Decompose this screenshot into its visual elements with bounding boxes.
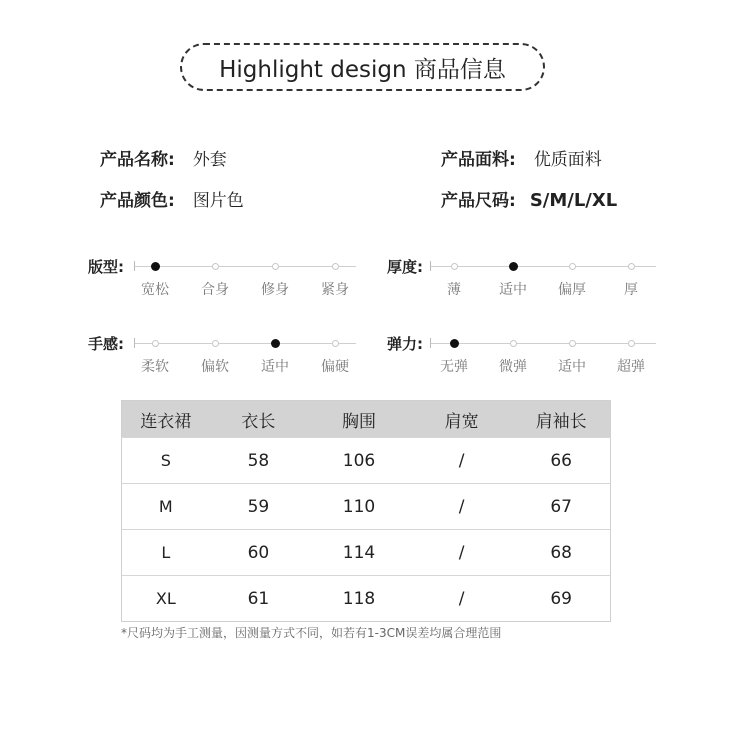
- product-size-value: S/M/L/XL: [529, 190, 618, 211]
- feel-option-label: 柔软: [141, 359, 169, 375]
- size-table-header-row: [122, 401, 611, 438]
- product-size-row: [441, 186, 617, 211]
- fit-scale-dot: [212, 263, 219, 270]
- product-name-value: 外套: [192, 150, 227, 170]
- table-cell: 59: [210, 484, 308, 530]
- fit-scale-dot: [332, 263, 339, 270]
- table-cell: 67: [512, 484, 610, 530]
- size-table-header: 肩袖长: [512, 401, 610, 438]
- fit-option-label: 紧身: [321, 282, 349, 298]
- table-cell: S: [122, 438, 210, 484]
- fit-scale-dot: [272, 263, 279, 270]
- size-table-header: 肩宽: [411, 401, 513, 438]
- thickness-scale-label: 厚度:: [387, 258, 423, 276]
- fit-scale-track: [134, 266, 356, 267]
- size-table-header: 胸围: [307, 401, 411, 438]
- stretch-scale-tick: [430, 338, 431, 348]
- stretch-option-label: 适中: [558, 359, 586, 375]
- size-table: [121, 400, 611, 622]
- table-cell: L: [122, 530, 210, 576]
- table-row: [122, 438, 611, 484]
- fit-scale-tick: [134, 261, 135, 271]
- thickness-scale-dot: [451, 263, 458, 270]
- table-cell: 66: [512, 438, 610, 484]
- fit-option-label: 合身: [201, 282, 229, 298]
- feel-option-label: 偏硬: [321, 359, 349, 375]
- stretch-scale-dot: [569, 340, 576, 347]
- feel-scale-dot: [332, 340, 339, 347]
- table-cell: M: [122, 484, 210, 530]
- fit-scale-label: 版型:: [88, 258, 124, 276]
- table-cell: 110: [307, 484, 411, 530]
- table-cell: 68: [512, 530, 610, 576]
- table-cell: 114: [307, 530, 411, 576]
- thickness-option-label: 薄: [447, 282, 461, 298]
- stretch-option-label: 超弹: [617, 359, 645, 375]
- product-fabric-row: [441, 145, 602, 170]
- table-cell: /: [411, 484, 513, 530]
- table-cell: /: [411, 530, 513, 576]
- product-color-row: [100, 186, 244, 211]
- product-fabric-label: 产品面料:: [441, 150, 516, 170]
- thickness-scale-dot: [569, 263, 576, 270]
- thickness-option-label: 厚: [624, 282, 638, 298]
- thickness-scale-track: [430, 266, 656, 267]
- feel-scale-label: 手感:: [88, 335, 124, 353]
- table-cell: /: [411, 438, 513, 484]
- product-color-label: 产品颜色:: [100, 191, 175, 211]
- table-cell: 58: [210, 438, 308, 484]
- feel-scale-track: [134, 343, 356, 344]
- table-cell: 106: [307, 438, 411, 484]
- table-row: [122, 484, 611, 530]
- stretch-scale-dot: [510, 340, 517, 347]
- header-title: Highlight design 商品信息: [219, 56, 506, 83]
- product-name-row: [100, 145, 227, 170]
- product-size-label: 产品尺码:: [441, 191, 516, 211]
- stretch-option-label: 无弹: [440, 359, 468, 375]
- feel-scale-dot: [212, 340, 219, 347]
- thickness-scale-dot-selected: [509, 262, 518, 271]
- product-fabric-value: 优质面料: [533, 150, 602, 170]
- thickness-scale-tick: [430, 261, 431, 271]
- table-row: [122, 530, 611, 576]
- stretch-scale-dot-selected: [450, 339, 459, 348]
- feel-option-label: 适中: [261, 359, 289, 375]
- product-name-label: 产品名称:: [100, 150, 175, 170]
- fit-scale-dot-selected: [151, 262, 160, 271]
- product-color-value: 图片色: [192, 191, 244, 211]
- table-cell: /: [411, 576, 513, 622]
- stretch-option-label: 微弹: [499, 359, 527, 375]
- table-cell: 61: [210, 576, 308, 622]
- stretch-scale-label: 弹力:: [387, 335, 423, 353]
- thickness-option-label: 适中: [499, 282, 527, 298]
- thickness-option-label: 偏厚: [558, 282, 586, 298]
- table-cell: XL: [122, 576, 210, 622]
- feel-option-label: 偏软: [201, 359, 229, 375]
- fit-option-label: 宽松: [141, 282, 169, 298]
- table-cell: 118: [307, 576, 411, 622]
- measurement-note: *尺码均为手工测量，因测量方式不同，如若有1-3CM误差均属合理范围: [121, 626, 502, 640]
- size-table-header: 衣长: [210, 401, 308, 438]
- header-title-pill: [180, 43, 545, 91]
- feel-scale-dot: [152, 340, 159, 347]
- feel-scale-tick: [134, 338, 135, 348]
- stretch-scale-track: [430, 343, 656, 344]
- table-row: [122, 576, 611, 622]
- size-table-header: 连衣裙: [122, 401, 210, 438]
- thickness-scale-dot: [628, 263, 635, 270]
- feel-scale-dot-selected: [271, 339, 280, 348]
- table-cell: 69: [512, 576, 610, 622]
- stretch-scale-dot: [628, 340, 635, 347]
- fit-option-label: 修身: [261, 282, 289, 298]
- table-cell: 60: [210, 530, 308, 576]
